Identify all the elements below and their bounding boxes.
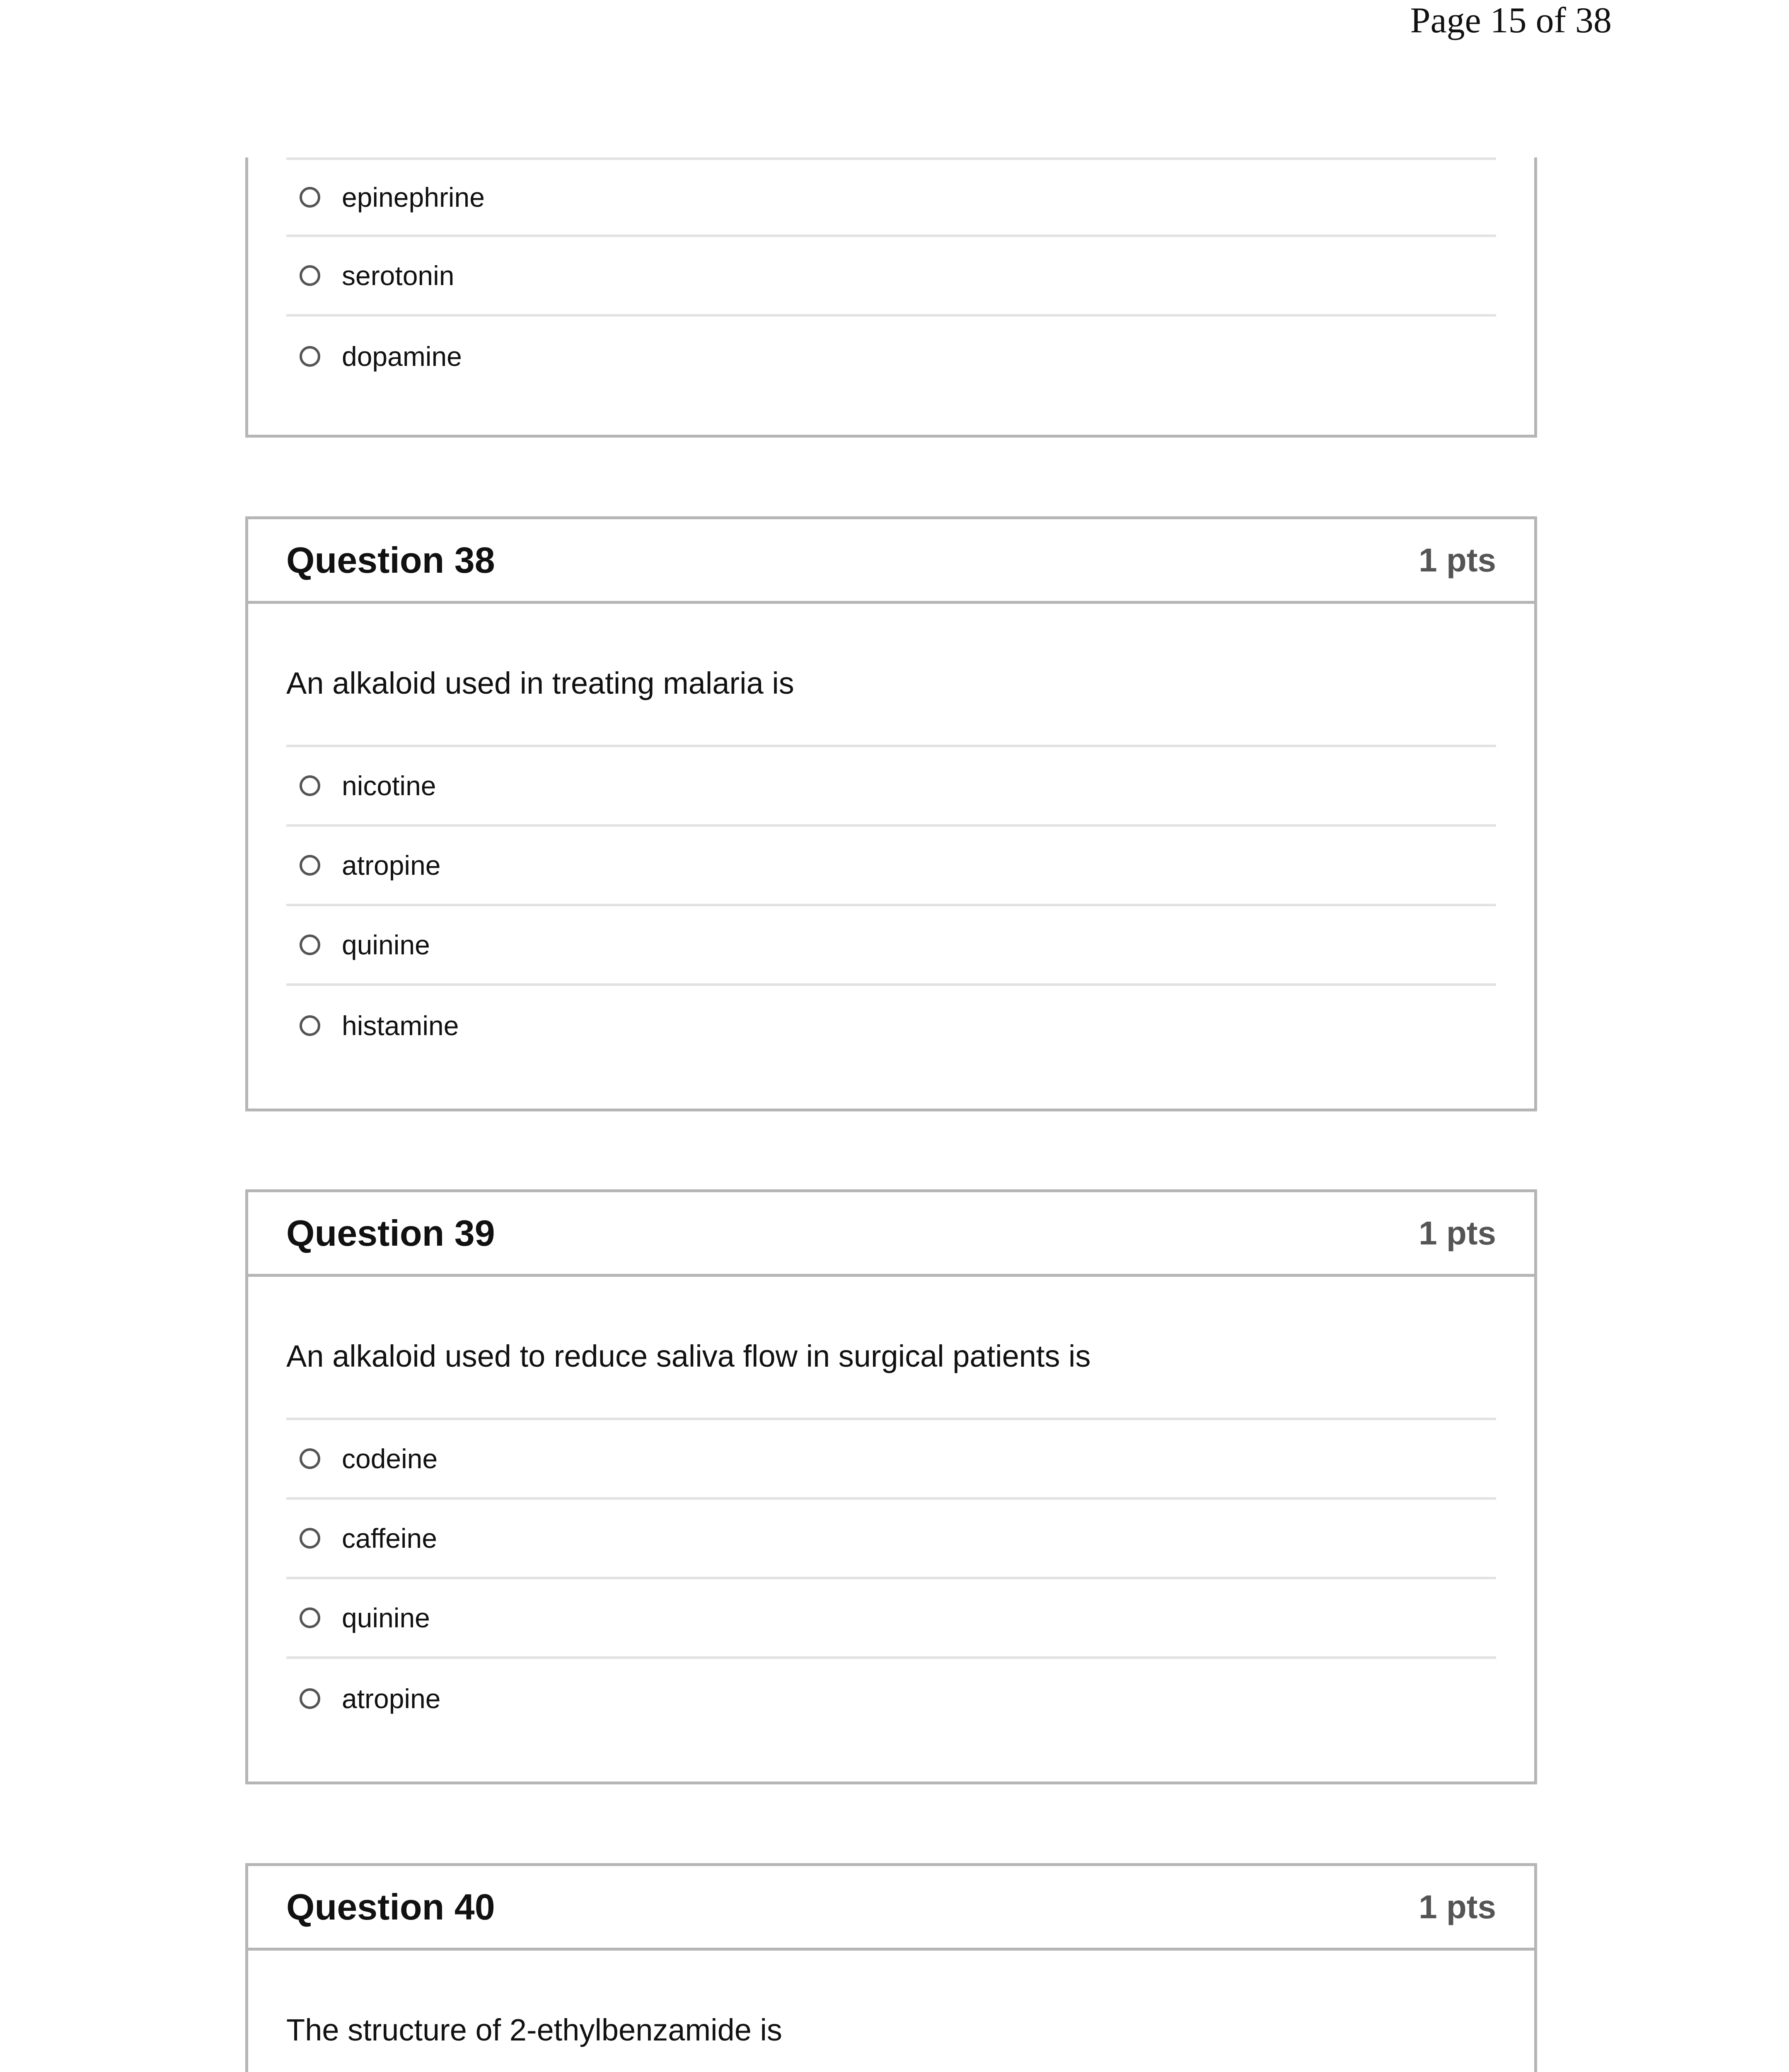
options-list <box>248 157 1534 396</box>
question-card-37-continued <box>245 157 1537 438</box>
option-label: serotonin <box>342 260 455 291</box>
option-atropine[interactable] <box>286 1659 1496 1738</box>
option-label: epinephrine <box>342 182 485 213</box>
question-title: Question 40 <box>286 1886 495 1927</box>
radio-button[interactable] <box>300 1607 320 1628</box>
radio-button[interactable] <box>300 1015 320 1036</box>
radio-button[interactable] <box>300 1688 320 1709</box>
question-points: 1 pts <box>1419 1214 1496 1251</box>
question-title: Question 38 <box>286 539 495 581</box>
radio-button[interactable] <box>300 1528 320 1549</box>
option-dopamine[interactable] <box>286 317 1496 396</box>
radio-button[interactable] <box>300 265 320 286</box>
question-card-38 <box>245 516 1537 1111</box>
question-text: An alkaloid used to reduce saliva flow in surgical patients is <box>286 1277 1496 1420</box>
question-points: 1 pts <box>1419 1888 1496 1925</box>
option-atropine[interactable] <box>286 827 1496 906</box>
question-title: Question 39 <box>286 1212 495 1254</box>
option-serotonin[interactable] <box>286 237 1496 317</box>
question-header <box>248 519 1534 604</box>
option-label: quinine <box>342 1602 430 1633</box>
question-body <box>248 1277 1534 1738</box>
question-header <box>248 1192 1534 1277</box>
option-label: quinine <box>342 929 430 960</box>
radio-button[interactable] <box>300 855 320 876</box>
page-number: Page 15 of 38 <box>1410 0 1612 41</box>
option-label: codeine <box>342 1443 438 1474</box>
option-quinine[interactable] <box>286 906 1496 986</box>
radio-button[interactable] <box>300 934 320 955</box>
question-text: An alkaloid used in treating malaria is <box>286 604 1496 747</box>
question-body <box>248 604 1534 1065</box>
option-epinephrine[interactable] <box>286 157 1496 237</box>
option-label: nicotine <box>342 770 436 801</box>
radio-button[interactable] <box>300 187 320 208</box>
option-label: atropine <box>342 1683 441 1714</box>
option-nicotine[interactable] <box>286 747 1496 827</box>
radio-button[interactable] <box>300 775 320 796</box>
question-card-39 <box>245 1189 1537 1784</box>
option-label: dopamine <box>342 341 462 372</box>
question-points: 1 pts <box>1419 541 1496 579</box>
option-codeine[interactable] <box>286 1420 1496 1500</box>
question-body <box>248 1951 1534 2072</box>
question-header <box>248 1866 1534 1951</box>
option-label: caffeine <box>342 1523 437 1554</box>
option-histamine[interactable] <box>286 986 1496 1065</box>
option-caffeine[interactable] <box>286 1500 1496 1579</box>
radio-button[interactable] <box>300 346 320 367</box>
question-text: The structure of 2-ethylbenzamide is <box>286 1951 1496 2072</box>
question-card-40 <box>245 1863 1537 2072</box>
option-label: atropine <box>342 850 441 881</box>
radio-button[interactable] <box>300 1448 320 1469</box>
option-quinine[interactable] <box>286 1579 1496 1659</box>
option-label: histamine <box>342 1010 459 1041</box>
